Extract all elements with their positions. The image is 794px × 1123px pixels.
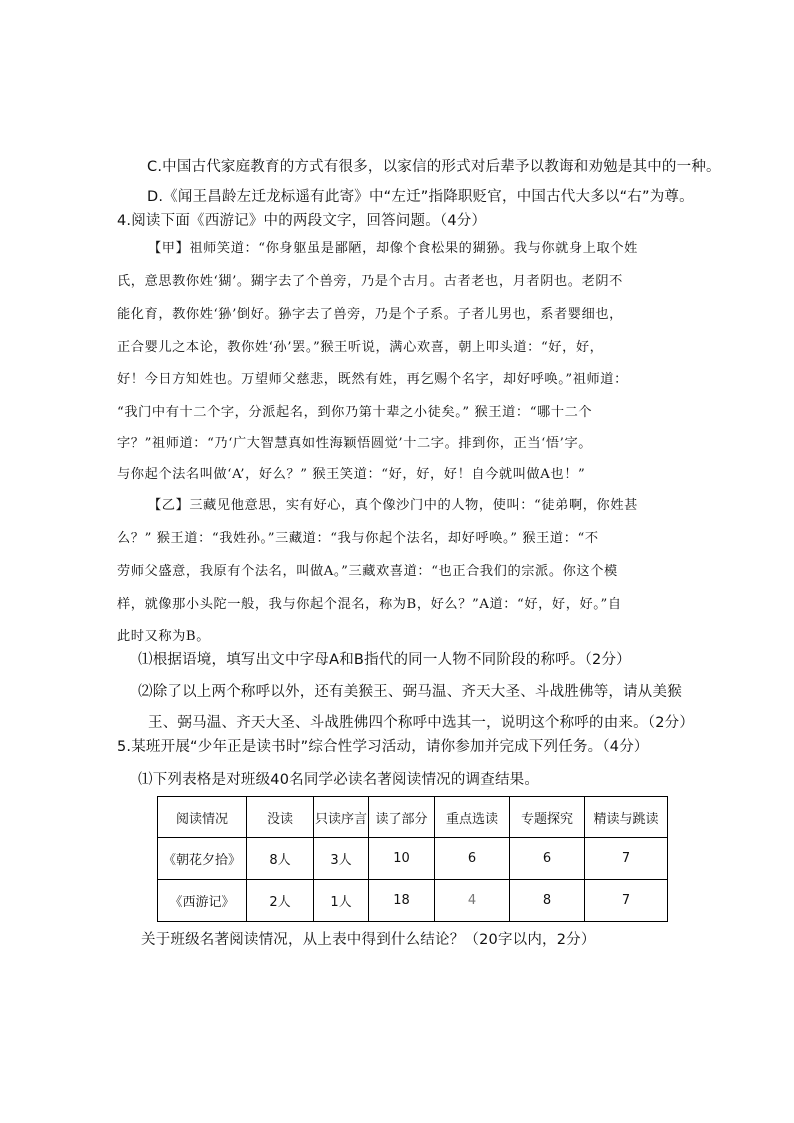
q3-option-c: C.中国古代家庭教育的方式有很多，以家信的形式对后辈予以教诲和劝勉是其中的一种。 <box>147 159 721 175</box>
table-header-cell: 没读 <box>247 797 314 838</box>
q5-prompt: 5.某班开展“少年正是读书时”综合性学习活动，请你参加并完成下列任务。（4分） <box>117 739 649 755</box>
table-cell: 3人 <box>314 838 369 880</box>
table-header-cell: 精读与跳读 <box>585 797 668 838</box>
q4-sub2-line1: ⑵除了以上两个称呼以外，还有美猴王、弼马温、齐天大圣、斗战胜佛等，请从美猴 <box>138 684 682 700</box>
table-cell: 10 <box>369 838 435 880</box>
table-cell: 8 <box>510 880 585 922</box>
reading-survey-table <box>157 796 668 922</box>
table-cell: 2人 <box>247 880 314 922</box>
table-header-cell: 专题探究 <box>510 797 585 838</box>
passage-jia-line: “我门中有十二个字，分派起名，到你乃第十辈之小徒矣。” 猴王道：“哪十二个 <box>117 405 593 420</box>
table-cell: 《朝花夕拾》 <box>158 838 247 880</box>
passage-jia-line: 能化育，教你姓‘狲’倒好。狲字去了兽旁，乃是个子系。子者儿男也，系者婴细也， <box>117 307 623 322</box>
table-header-cell: 读了部分 <box>369 797 435 838</box>
passage-yi-line: 此时又称为B。 <box>117 629 211 644</box>
table-row <box>158 880 668 922</box>
q4-sub1: ⑴根据语境，填写出文中字母A和B指代的同一人物不同阶段的称呼。（2分） <box>138 652 631 668</box>
passage-yi-line: 劳师父盛意，我原有个法名，叫做A。”三藏欢喜道：“也正合我们的宗派。你这个模 <box>117 564 618 579</box>
table-cell: 18 <box>369 880 435 922</box>
passage-jia-line: 氏，意思教你姓‘猢’。猢字去了个兽旁，乃是个古月。古者老也，月者阴也。老阴不 <box>117 274 623 289</box>
table-cell: 4 <box>435 880 510 922</box>
passage-jia-line: 与你起个法名叫做‘A’，好么？” 猴王笑道：“好，好，好！自今就叫做A也！” <box>117 467 586 482</box>
q5-sub1: ⑴下列表格是对班级40名同学必读名著阅读情况的调查结果。 <box>138 772 540 788</box>
table-header-cell: 重点选读 <box>435 797 510 838</box>
table-cell: 7 <box>585 880 668 922</box>
table-cell: 《西游记》 <box>158 880 247 922</box>
passage-yi-line: 【乙】三藏见他意思，实有好心，真个像沙门中的人物，使叫：“徒弟啊，你姓甚 <box>148 498 638 513</box>
table-header-cell: 阅读情况 <box>158 797 247 838</box>
passage-jia-line: 【甲】祖师笑道：“你身躯虽是鄙陋，却像个食松果的猢狲。我与你就身上取个姓 <box>148 241 638 256</box>
table-cell: 1人 <box>314 880 369 922</box>
q4-sub2-line2: 王、弼马温、齐天大圣、斗战胜佛四个称呼中选其一，说明这个称呼的由来。（2分） <box>148 715 695 731</box>
q4-prompt: 4.阅读下面《西游记》中的两段文字，回答问题。（4分） <box>117 213 487 229</box>
table-header-cell: 只读序言 <box>314 797 369 838</box>
table-row <box>158 838 668 880</box>
passage-jia-line: 字？”祖师道：“乃‘广大智慧真如性海颖悟圆觉’十二字。排到你，正当‘悟’字。 <box>117 436 593 451</box>
passage-yi-line: 么？” 猴王道：“我姓孙。”三藏道：“我与你起个法名，却好呼唤。” 猴王道：“不 <box>117 531 599 546</box>
passage-jia-line: 正合婴儿之本论，教你姓‘孙’罢。”猴王听说，满心欢喜，朝上叩头道：“好，好， <box>117 340 604 355</box>
table-cell: 8人 <box>247 838 314 880</box>
table-cell: 6 <box>510 838 585 880</box>
q3-option-d: D.《闻王昌龄左迁龙标遥有此寄》中“左迁”指降职贬官，中国古代大多以“右”为尊。 <box>147 189 694 205</box>
table-header-row <box>158 797 668 838</box>
table-cell: 6 <box>435 838 510 880</box>
passage-jia-line: 好！今日方知姓也。万望师父慈悲，既然有姓，再乞赐个名字，却好呼唤。”祖师道： <box>117 372 628 387</box>
table-cell: 7 <box>585 838 668 880</box>
q5-question: 关于班级名著阅读情况，从上表中得到什么结论？（20字以内，2分） <box>141 932 596 948</box>
passage-yi-line: 样，就像那小头陀一般，我与你起个混名，称为B，好么？”A道：“好，好，好。”自 <box>117 597 622 612</box>
